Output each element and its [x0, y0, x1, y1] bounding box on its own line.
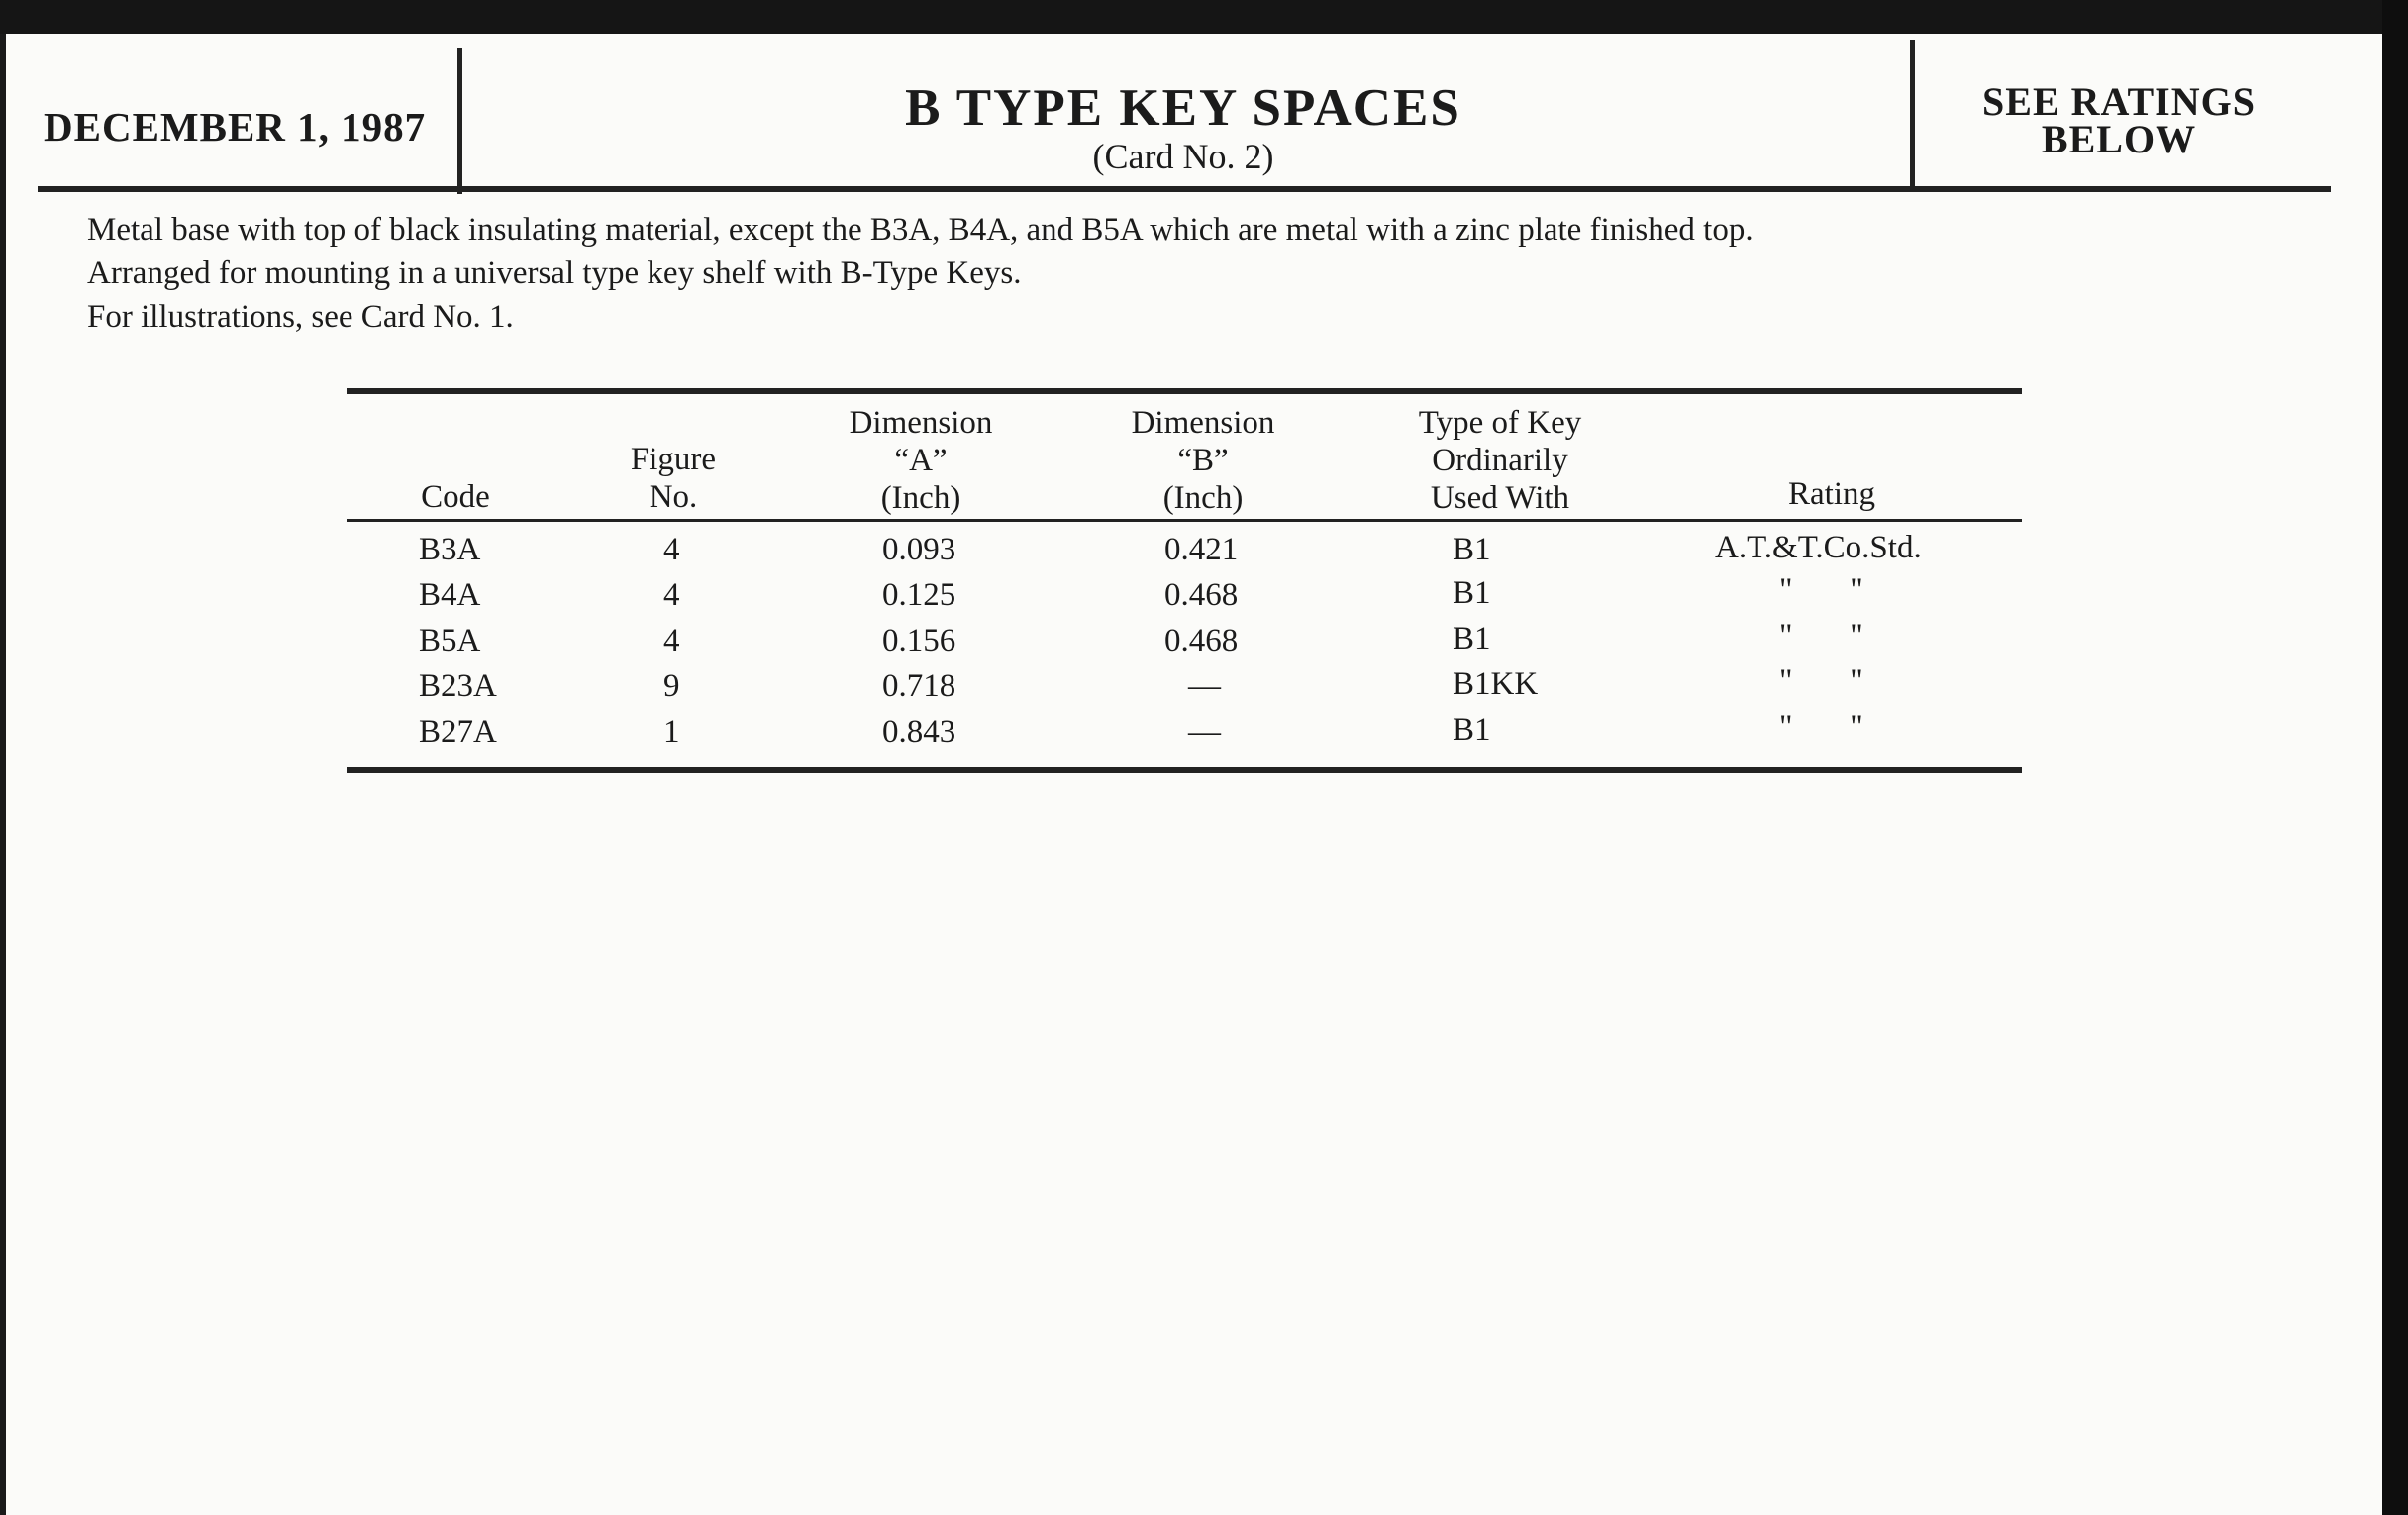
cell-key: B1	[1453, 712, 1491, 748]
header-figure-line1: Figure	[630, 442, 717, 477]
header-dim-b-line3: (Inch)	[1162, 480, 1244, 516]
header-rule	[38, 186, 2331, 192]
header-divider-left	[457, 48, 462, 194]
header-dim-b-line1: Dimension	[1131, 405, 1275, 441]
cell-dim-b: —	[1188, 668, 1221, 704]
cell-figure: 4	[663, 532, 680, 567]
cell-dim-b: 0.468	[1164, 623, 1239, 658]
header-figure-line2: No.	[649, 479, 698, 515]
header-key-line1: Type of Key	[1418, 405, 1582, 441]
header-code-text: Code	[421, 479, 490, 515]
cell-figure: 9	[663, 668, 680, 704]
cell-code: B27A	[419, 714, 497, 750]
table-header-rule	[347, 519, 2022, 522]
description-line-3: For illustrations, see Card No. 1.	[87, 299, 514, 335]
card-date: DECEMBER 1, 1987	[44, 104, 427, 150]
cell-dim-a: 0.093	[882, 532, 956, 567]
cell-figure: 4	[663, 623, 680, 658]
cell-dim-a: 0.125	[882, 577, 956, 613]
description-line-1: Metal base with top of black insulating material, except the B3A, B4A, and B5A which are metal with a zinc plate finished top.	[87, 212, 1754, 248]
header-code	[396, 478, 515, 516]
cell-figure: 1	[663, 714, 680, 750]
header-figure	[594, 441, 752, 516]
header-divider-right	[1910, 40, 1915, 190]
rating-note-line2: BELOW	[2041, 117, 2197, 161]
cell-key: B1	[1453, 621, 1491, 656]
header-key-line3: Used With	[1430, 480, 1570, 516]
description	[87, 208, 2315, 339]
cell-dim-a: 0.718	[882, 668, 956, 704]
cell-dim-b: 0.468	[1164, 577, 1239, 613]
cell-dim-b: —	[1188, 714, 1221, 750]
cell-code: B4A	[419, 577, 481, 613]
cell-code: B23A	[419, 668, 497, 704]
scan-top-border	[0, 0, 2408, 34]
cell-rating: " "	[1779, 663, 1863, 699]
header-dimension-a	[822, 404, 1020, 517]
table-bottom-rule	[347, 767, 2022, 773]
cell-rating: " "	[1779, 709, 1863, 745]
cell-rating: A.T.&T.Co.Std.	[1715, 530, 1922, 565]
rating-note-line1: SEE RATINGS	[1982, 79, 2256, 124]
cell-key: B1	[1453, 575, 1491, 611]
card-subtitle: (Card No. 2)	[1092, 137, 1274, 176]
cell-key: B1	[1453, 532, 1491, 567]
header-dimension-b	[1104, 404, 1302, 517]
card-title: B TYPE KEY SPACES	[905, 79, 1461, 137]
cell-figure: 4	[663, 577, 680, 613]
cell-code: B5A	[419, 623, 481, 658]
scan-right-border	[2382, 0, 2408, 1515]
cell-rating: " "	[1779, 572, 1863, 608]
header-rating	[1733, 475, 1931, 513]
card-rating-note	[1921, 79, 2317, 161]
header-dim-a-line3: (Inch)	[880, 480, 961, 516]
cell-rating: " "	[1779, 618, 1863, 654]
cell-code: B3A	[419, 532, 481, 567]
cell-dim-a: 0.156	[882, 623, 956, 658]
header-key-line2: Ordinarily	[1432, 443, 1568, 478]
card-title-block	[465, 79, 1901, 176]
header-dim-b-line2: “B”	[1177, 443, 1229, 478]
cell-dim-a: 0.843	[882, 714, 956, 750]
header-key-type	[1381, 404, 1619, 517]
header-dim-a-line2: “A”	[894, 443, 948, 478]
cell-key: B1KK	[1453, 666, 1539, 702]
header-dim-a-line1: Dimension	[849, 405, 993, 441]
header-rating-text: Rating	[1788, 476, 1875, 512]
table-top-rule	[347, 388, 2022, 394]
description-line-2: Arranged for mounting in a universal type key shelf with B-Type Keys.	[87, 255, 1022, 291]
cell-dim-b: 0.421	[1164, 532, 1239, 567]
